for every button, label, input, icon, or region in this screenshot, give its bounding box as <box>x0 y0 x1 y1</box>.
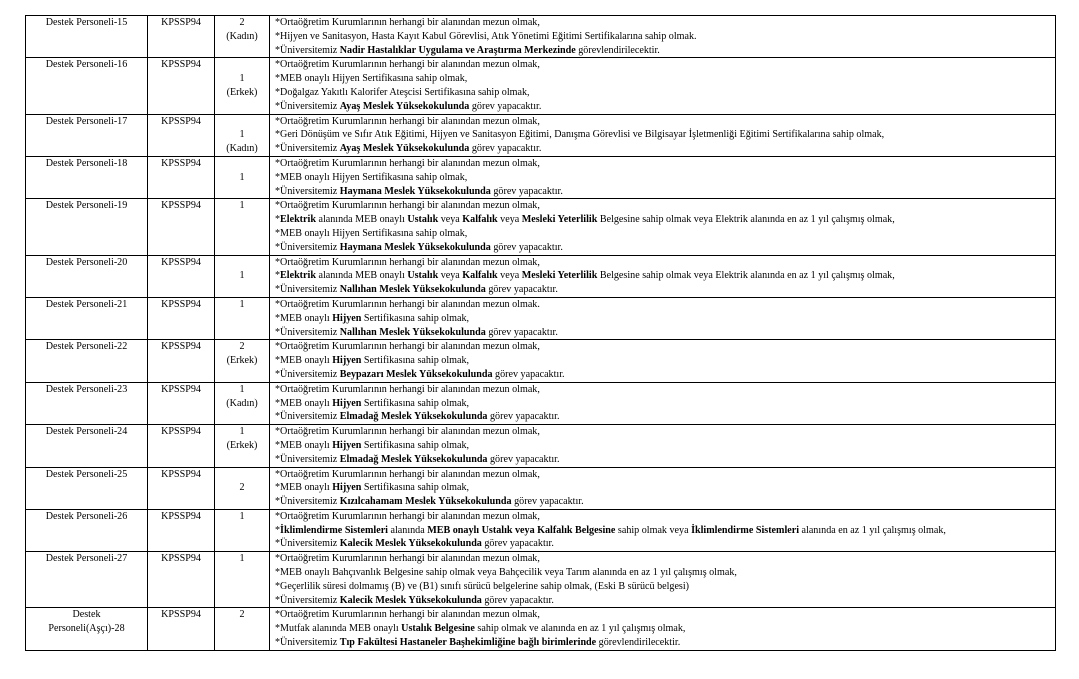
gender-note: (Kadın) <box>226 30 258 42</box>
requirements-cell <box>270 467 1056 509</box>
requirement-line <box>275 481 1052 495</box>
requirement-line <box>275 383 1052 397</box>
requirements-cell <box>270 382 1056 424</box>
kpss-code: KPSSP94 <box>161 510 201 522</box>
position-cell <box>26 58 148 114</box>
quantity-cell <box>215 425 270 467</box>
requirement-emphasis: Ustalık Belgesine <box>401 623 475 635</box>
kpss-code: KPSSP94 <box>161 468 201 480</box>
table-row <box>26 58 1056 114</box>
position-cell <box>26 255 148 297</box>
position-name: Destek Personeli-20 <box>45 256 128 268</box>
position-cell <box>26 156 148 198</box>
position-cell <box>26 297 148 339</box>
requirement-text: *Ortaöğretim Kurumlarının herhangi bir alanından mezun olmak, <box>275 341 540 353</box>
requirement-line <box>275 142 1052 156</box>
position-name: Destek Personeli-24 <box>45 426 128 438</box>
requirement-text: *MEB onaylı <box>275 397 333 409</box>
kpss-code-cell <box>148 425 215 467</box>
table-row <box>26 340 1056 382</box>
requirement-line <box>275 269 1052 283</box>
requirement-emphasis: Ustalık <box>407 214 439 226</box>
requirement-line <box>275 439 1052 453</box>
requirement-text: görev yapacaktır. <box>487 411 560 423</box>
position-name: Destek Personeli-15 <box>45 17 128 28</box>
requirement-emphasis: Beypazarı Meslek Yüksekokulunda <box>339 368 493 380</box>
requirement-text: *Geri Dönüşüm ve Sıfır Atık Eğitimi, Hijyen ve Sanitasyon Eğitimi, Danışma Görevlisi ve Bilgisayar İşletmenliği Eğitimi Sertifikalarına sahip olmak, <box>275 129 885 141</box>
quantity-value: 2 <box>239 17 245 28</box>
kpss-code: KPSSP94 <box>161 426 201 438</box>
requirement-emphasis: Hijyen <box>332 397 362 409</box>
requirement-line <box>275 227 1052 241</box>
requirement-emphasis: Nadir Hastalıklar Uygulama ve Araştırma Merkezinde <box>339 44 576 56</box>
requirement-line <box>275 397 1052 411</box>
requirement-text: *Üniversitemiz <box>275 284 340 296</box>
requirement-text: *Üniversitemiz <box>275 100 340 112</box>
requirement-emphasis: Haymana Meslek Yüksekokulunda <box>339 241 491 253</box>
requirements-cell <box>270 255 1056 297</box>
requirement-text: *Üniversitemiz <box>275 594 340 606</box>
requirement-text: *Hijyen ve Sanitasyon, Hasta Kayıt Kabul Görevlisi, Atık Yönetimi Eğitimi Sertifikalarına sahip olmak. <box>275 30 697 42</box>
requirement-text: *Üniversitemiz <box>275 538 340 550</box>
requirements-cell <box>270 199 1056 255</box>
quantity-value: 2 <box>239 341 245 353</box>
requirement-text: veya <box>438 270 463 282</box>
requirement-text: *MEB onaylı <box>275 355 333 367</box>
position-cell <box>26 509 148 551</box>
kpss-code-cell <box>148 255 215 297</box>
requirement-text: görevlendirilecektir. <box>596 637 681 649</box>
quantity-cell <box>215 156 270 198</box>
requirement-text: görev yapacaktır. <box>492 368 565 380</box>
requirement-text: alanında en az 1 yıl çalışmış olmak, <box>799 524 946 536</box>
quantity-value: 1 <box>239 553 245 565</box>
requirement-text: *MEB onaylı Hijyen Sertifikasına sahip olmak, <box>275 227 468 239</box>
requirement-line <box>275 283 1052 297</box>
table-body <box>26 16 1056 651</box>
position-cell <box>26 382 148 424</box>
requirement-emphasis: Ustalık <box>407 270 439 282</box>
requirement-line <box>275 524 1052 538</box>
requirement-line <box>275 171 1052 185</box>
requirement-line <box>275 552 1052 566</box>
requirement-emphasis: Tıp Fakültesi Hastaneler Başhekimliğine bağlı birimlerinde <box>339 637 597 649</box>
table-row <box>26 552 1056 608</box>
quantity-value: 1 <box>239 270 245 282</box>
quantity-cell <box>215 199 270 255</box>
requirements-cell <box>270 608 1056 650</box>
requirement-text: *Ortaöğretim Kurumlarının herhangi bir alanından mezun olmak, <box>275 468 540 480</box>
requirement-text: Belgesine sahip olmak veya Elektrik alanında en az 1 yıl çalışmış olmak, <box>597 214 895 226</box>
kpss-code: KPSSP94 <box>161 115 201 127</box>
requirement-emphasis: Kalfalık <box>462 270 498 282</box>
quantity-cell <box>215 58 270 114</box>
requirement-emphasis: Mesleki Yeterlilik <box>521 214 598 226</box>
requirement-text: *Ortaöğretim Kurumlarının herhangi bir alanından mezun olmak, <box>275 256 540 268</box>
requirement-line <box>275 312 1052 326</box>
requirement-text: görev yapacaktır. <box>485 326 558 338</box>
requirement-emphasis: Nallıhan Meslek Yüksekokulunda <box>339 284 486 296</box>
quantity-value: 1 <box>239 426 245 438</box>
requirement-line <box>275 30 1052 44</box>
kpss-code: KPSSP94 <box>161 59 201 71</box>
table-row <box>26 156 1056 198</box>
requirements-cell <box>270 509 1056 551</box>
requirement-line <box>275 608 1052 622</box>
quantity-cell <box>215 509 270 551</box>
quantity-cell <box>215 382 270 424</box>
kpss-code-cell <box>148 340 215 382</box>
requirement-emphasis: Kızılcahamam Meslek Yüksekokulunda <box>339 496 512 508</box>
requirement-text: *Ortaöğretim Kurumlarının herhangi bir alanından mezun olmak, <box>275 17 540 28</box>
requirement-line <box>275 636 1052 650</box>
gender-note: (Erkek) <box>226 355 258 367</box>
position-name-line: Personeli(Aşçı)-28 <box>48 623 125 635</box>
table-row <box>26 509 1056 551</box>
kpss-code-cell <box>148 608 215 650</box>
position-requirements-table <box>25 15 1056 651</box>
requirement-emphasis: Hijyen <box>332 355 362 367</box>
position-name-line: Destek <box>72 609 101 621</box>
requirement-text: görev yapacaktır. <box>485 284 558 296</box>
position-cell <box>26 114 148 156</box>
quantity-cell <box>215 340 270 382</box>
requirement-text: veya <box>497 270 522 282</box>
quantity-value: 2 <box>239 482 245 494</box>
quantity-cell <box>215 608 270 650</box>
requirement-text: Sertifikasına sahip olmak, <box>361 312 470 324</box>
position-cell <box>26 199 148 255</box>
requirement-text: *Üniversitemiz <box>275 185 340 197</box>
requirement-emphasis: Elektrik <box>280 270 316 282</box>
requirement-emphasis: Hijyen <box>332 439 362 451</box>
requirement-text: *Mutfak alanında MEB onaylı <box>275 623 402 635</box>
kpss-code-cell <box>148 114 215 156</box>
requirement-text: *Ortaöğretim Kurumlarının herhangi bir alanından mezun olmak, <box>275 609 540 621</box>
quantity-value: 1 <box>239 200 245 212</box>
requirement-emphasis: Mesleki Yeterlilik <box>521 270 598 282</box>
requirement-text: * <box>275 270 281 282</box>
requirement-line <box>275 157 1052 171</box>
position-name: Destek Personeli-27 <box>45 553 128 565</box>
requirement-text: görev yapacaktır. <box>490 241 563 253</box>
requirement-line <box>275 410 1052 424</box>
requirement-text: *Ortaöğretim Kurumlarının herhangi bir alanından mezun olmak, <box>275 59 540 71</box>
quantity-cell <box>215 255 270 297</box>
kpss-code: KPSSP94 <box>161 200 201 212</box>
table-row <box>26 608 1056 650</box>
quantity-value: 2 <box>239 609 245 621</box>
requirement-line <box>275 580 1052 594</box>
requirement-emphasis: Elmadağ Meslek Yüksekokulunda <box>339 411 488 423</box>
requirement-text: *Ortaöğretim Kurumlarının herhangi bir alanından mezun olmak, <box>275 510 540 522</box>
requirement-emphasis: MEB onaylı Ustalık veya Kalfalık Belgesine <box>427 524 616 536</box>
requirement-text: *Geçerlilik süresi dolmamış (B) ve (B1) sınıfı sürücü belgelerine sahip olmak, (Eski B sürücü belgesi) <box>275 580 690 592</box>
position-cell <box>26 467 148 509</box>
kpss-code-cell <box>148 382 215 424</box>
requirement-text: alanında <box>387 524 428 536</box>
position-cell <box>26 16 148 58</box>
requirement-text: görev yapacaktır. <box>481 594 554 606</box>
requirement-line <box>275 594 1052 608</box>
requirement-emphasis: İklimlendirme Sistemleri <box>280 524 388 536</box>
quantity-cell <box>215 467 270 509</box>
quantity-value: 1 <box>239 73 245 85</box>
quantity-value: 1 <box>239 129 245 141</box>
kpss-code-cell <box>148 467 215 509</box>
kpss-code: KPSSP94 <box>161 341 201 353</box>
gender-note: (Kadın) <box>226 397 258 409</box>
requirement-line <box>275 425 1052 439</box>
requirement-text: *Üniversitemiz <box>275 241 340 253</box>
requirement-line <box>275 199 1052 213</box>
requirements-cell <box>270 114 1056 156</box>
quantity-value: 1 <box>239 510 245 522</box>
requirement-emphasis: İklimlendirme Sistemleri <box>691 524 800 536</box>
kpss-code-cell <box>148 509 215 551</box>
table-row <box>26 255 1056 297</box>
requirements-cell <box>270 297 1056 339</box>
requirement-text: * <box>275 524 281 536</box>
gender-note: (Erkek) <box>226 86 258 98</box>
requirement-text: görev yapacaktır. <box>481 538 554 550</box>
table-row <box>26 199 1056 255</box>
kpss-code: KPSSP94 <box>161 383 201 395</box>
position-name: Destek Personeli-26 <box>45 510 128 522</box>
requirement-text: *Üniversitemiz <box>275 411 340 423</box>
requirement-text: *Ortaöğretim Kurumlarının herhangi bir alanından mezun olmak, <box>275 157 540 169</box>
requirement-text: görev yapacaktır. <box>469 100 542 112</box>
quantity-value: 1 <box>239 171 245 183</box>
requirement-text: *MEB onaylı <box>275 312 333 324</box>
requirement-text: Sertifikasına sahip olmak, <box>361 482 470 494</box>
requirement-line <box>275 453 1052 467</box>
requirement-text: * <box>275 214 281 226</box>
requirement-emphasis: Nallıhan Meslek Yüksekokulunda <box>339 326 486 338</box>
position-name: Destek Personeli-16 <box>45 59 128 71</box>
table-row <box>26 467 1056 509</box>
requirement-text: *MEB onaylı Hijyen Sertifikasına sahip olmak, <box>275 73 468 85</box>
requirement-emphasis: Kalecik Meslek Yüksekokulunda <box>339 594 482 606</box>
kpss-code-cell <box>148 199 215 255</box>
requirement-line <box>275 256 1052 270</box>
requirement-line <box>275 468 1052 482</box>
requirements-cell <box>270 16 1056 58</box>
kpss-code-cell <box>148 552 215 608</box>
requirement-text: *Ortaöğretim Kurumlarının herhangi bir alanından mezun olmak, <box>275 200 540 212</box>
requirement-text: *Doğalgaz Yakıtlı Kalorifer Ateşcisi Sertifikasına sahip olmak, <box>275 86 530 98</box>
requirement-text: görev yapacaktır. <box>511 496 584 508</box>
requirement-text: *Üniversitemiz <box>275 368 340 380</box>
requirement-text: *Üniversitemiz <box>275 496 340 508</box>
table-row <box>26 297 1056 339</box>
kpss-code: KPSSP94 <box>161 298 201 310</box>
requirement-line <box>275 495 1052 509</box>
requirement-line <box>275 298 1052 312</box>
table-row <box>26 425 1056 467</box>
gender-note: (Kadın) <box>226 143 258 155</box>
requirement-text: *Üniversitemiz <box>275 453 340 465</box>
position-cell <box>26 425 148 467</box>
requirement-text: sahip olmak ve alanında en az 1 yıl çalışmış olmak, <box>474 623 686 635</box>
position-name: Destek Personeli-22 <box>45 341 128 353</box>
requirements-cell <box>270 425 1056 467</box>
requirements-cell <box>270 552 1056 608</box>
requirement-line <box>275 622 1052 636</box>
requirement-text: görev yapacaktır. <box>469 143 542 155</box>
kpss-code-cell <box>148 156 215 198</box>
quantity-cell <box>215 114 270 156</box>
quantity-cell <box>215 297 270 339</box>
requirement-text: Sertifikasına sahip olmak, <box>361 355 470 367</box>
requirement-line <box>275 185 1052 199</box>
requirement-line <box>275 510 1052 524</box>
requirement-text: *Üniversitemiz <box>275 143 340 155</box>
table-row <box>26 114 1056 156</box>
table-row <box>26 382 1056 424</box>
requirement-emphasis: Kalfalık <box>462 214 498 226</box>
requirement-text: sahip olmak veya <box>615 524 692 536</box>
kpss-code: KPSSP94 <box>161 17 201 28</box>
requirement-line <box>275 115 1052 129</box>
requirements-cell <box>270 156 1056 198</box>
position-name: Destek Personeli-21 <box>45 298 128 310</box>
requirement-text: alanında MEB onaylı <box>315 270 408 282</box>
quantity-value: 1 <box>239 298 245 310</box>
position-name: Destek Personeli-17 <box>45 115 128 127</box>
requirement-text: *MEB onaylı <box>275 482 333 494</box>
gender-note: (Erkek) <box>226 439 258 451</box>
requirement-text: *Ortaöğretim Kurumlarının herhangi bir alanından mezun olmak, <box>275 115 540 127</box>
requirement-line <box>275 58 1052 72</box>
kpss-code: KPSSP94 <box>161 609 201 621</box>
requirement-text: veya <box>438 214 463 226</box>
position-name: Destek Personeli-18 <box>45 157 128 169</box>
requirement-emphasis: Haymana Meslek Yüksekokulunda <box>339 185 491 197</box>
quantity-cell <box>215 16 270 58</box>
requirement-line <box>275 128 1052 142</box>
requirement-text: Sertifikasına sahip olmak, <box>361 439 470 451</box>
kpss-code: KPSSP94 <box>161 157 201 169</box>
position-name: Destek Personeli-25 <box>45 468 128 480</box>
requirement-line <box>275 100 1052 114</box>
requirement-text: *MEB onaylı Bahçıvanlık Belgesine sahip olmak veya Bahçecilik veya Tarım alanında en az 1 yıl çalışmış olmak, <box>275 567 737 579</box>
requirement-line <box>275 241 1052 255</box>
kpss-code-cell <box>148 58 215 114</box>
requirement-text: *Üniversitemiz <box>275 326 340 338</box>
quantity-cell <box>215 552 270 608</box>
requirement-emphasis: Hijyen <box>332 312 362 324</box>
requirement-text: *MEB onaylı <box>275 439 333 451</box>
position-name: Destek Personeli-19 <box>45 200 128 212</box>
requirement-text: Belgesine sahip olmak veya Elektrik alanında en az 1 yıl çalışmış olmak, <box>597 270 895 282</box>
requirement-text: görev yapacaktır. <box>490 185 563 197</box>
requirement-line <box>275 72 1052 86</box>
requirement-text: veya <box>497 214 522 226</box>
requirement-text: *Ortaöğretim Kurumlarının herhangi bir alanından mezun olmak, <box>275 426 540 438</box>
requirement-line <box>275 213 1052 227</box>
requirement-line <box>275 16 1052 30</box>
kpss-code-cell <box>148 297 215 339</box>
kpss-code-cell <box>148 16 215 58</box>
requirement-text: alanında MEB onaylı <box>315 214 408 226</box>
requirement-line <box>275 340 1052 354</box>
requirement-text: görev yapacaktır. <box>487 453 560 465</box>
requirement-line <box>275 368 1052 382</box>
table-row <box>26 16 1056 58</box>
requirement-text: *Ortaöğretim Kurumlarının herhangi bir alanından mezun olmak. <box>275 298 540 310</box>
requirement-line <box>275 354 1052 368</box>
position-cell <box>26 340 148 382</box>
requirement-emphasis: Hijyen <box>332 482 362 494</box>
requirement-text: Sertifikasına sahip olmak, <box>361 397 470 409</box>
requirements-cell <box>270 340 1056 382</box>
requirement-line <box>275 566 1052 580</box>
position-cell <box>26 552 148 608</box>
requirement-emphasis: Kalecik Meslek Yüksekokulunda <box>339 538 482 550</box>
requirement-emphasis: Elmadağ Meslek Yüksekokulunda <box>339 453 488 465</box>
requirement-text: *Ortaöğretim Kurumlarının herhangi bir alanından mezun olmak, <box>275 383 540 395</box>
requirement-emphasis: Ayaş Meslek Yüksekokulunda <box>339 100 470 112</box>
requirement-text: *Üniversitemiz <box>275 44 340 56</box>
requirement-emphasis: Elektrik <box>280 214 316 226</box>
requirement-line <box>275 326 1052 340</box>
requirements-cell <box>270 58 1056 114</box>
requirement-text: *Ortaöğretim Kurumlarının herhangi bir alanından mezun olmak, <box>275 553 540 565</box>
requirement-line <box>275 86 1052 100</box>
requirement-emphasis: Ayaş Meslek Yüksekokulunda <box>339 143 470 155</box>
requirement-text: görevlendirilecektir. <box>575 44 660 56</box>
kpss-code: KPSSP94 <box>161 256 201 268</box>
quantity-value: 1 <box>239 383 245 395</box>
requirement-line <box>275 44 1052 58</box>
requirement-text: *Üniversitemiz <box>275 637 340 649</box>
requirement-text: *MEB onaylı Hijyen Sertifikasına sahip olmak, <box>275 171 468 183</box>
requirement-line <box>275 537 1052 551</box>
position-name: Destek Personeli-23 <box>45 383 128 395</box>
kpss-code: KPSSP94 <box>161 553 201 565</box>
position-cell <box>26 608 148 650</box>
